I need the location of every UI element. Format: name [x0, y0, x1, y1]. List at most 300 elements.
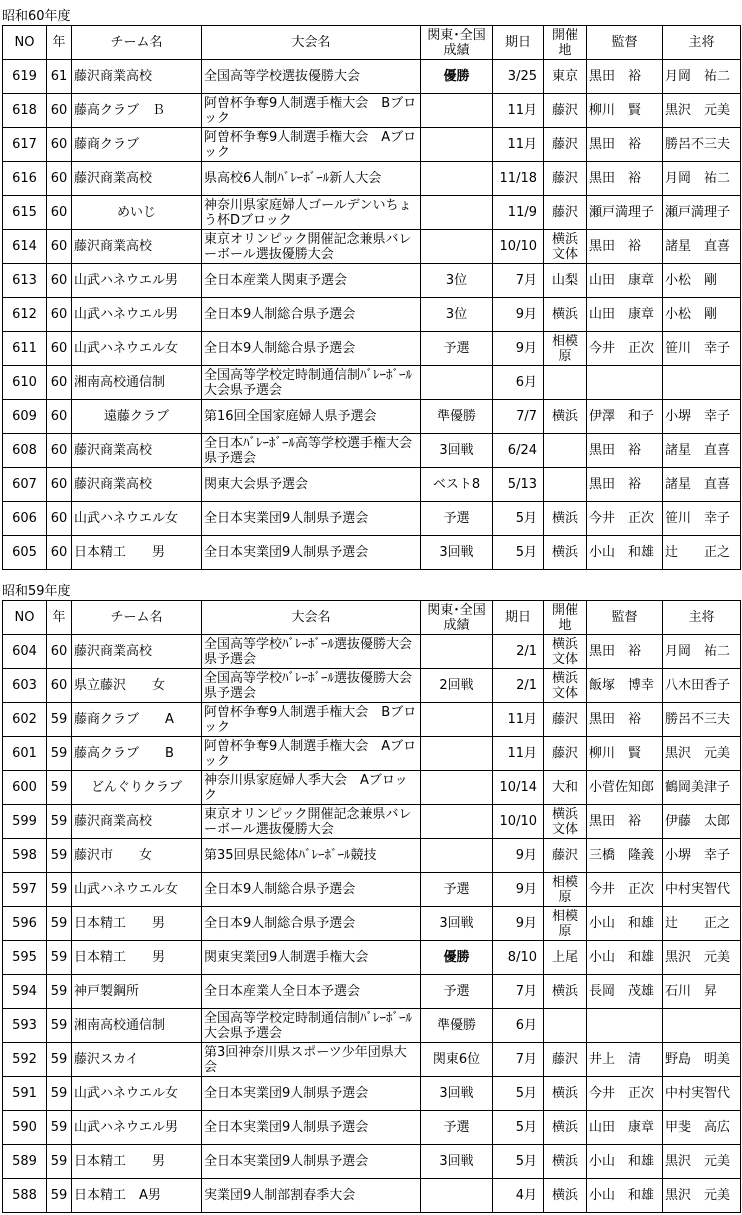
- date-cell: 7/7: [493, 400, 544, 434]
- team-cell: 山武ハネウエル女: [72, 502, 202, 536]
- team-cell: 日本精工 男: [72, 907, 202, 941]
- venue-cell: 横浜: [544, 1111, 587, 1145]
- event-cell: 県高校6人制ﾊﾞﾚｰﾎﾞｰﾙ新人大会: [202, 162, 421, 196]
- captain-cell: 小堺 幸子: [663, 839, 741, 873]
- date-cell: 6月: [493, 1009, 544, 1043]
- date-cell: 11月: [493, 128, 544, 162]
- coach-cell: [587, 1009, 663, 1043]
- year-cell: 59: [47, 805, 72, 839]
- no-cell: 615: [3, 196, 47, 230]
- coach-cell: 瀬戸満理子: [587, 196, 663, 230]
- event-cell: 東京オリンピック開催記念兼県バレーボール選抜優勝大会: [202, 230, 421, 264]
- result-cell: [421, 703, 493, 737]
- event-cell: 実業団9人制部割春季大会: [202, 1179, 421, 1213]
- result-cell: 3位: [421, 298, 493, 332]
- date-cell: 10/10: [493, 230, 544, 264]
- date-cell: 7月: [493, 264, 544, 298]
- coach-cell: [587, 366, 663, 400]
- year-cell: 60: [47, 400, 72, 434]
- event-cell: 全日本9人制総合県予選会: [202, 332, 421, 366]
- event-cell: 全日本実業団9人制県予選会: [202, 1077, 421, 1111]
- venue-cell: 東京: [544, 60, 587, 94]
- venue-cell: [544, 366, 587, 400]
- team-cell: 藤沢商業高校: [72, 805, 202, 839]
- result-cell: 予選: [421, 1111, 493, 1145]
- event-cell: 全国高等学校定時制通信制ﾊﾞﾚｰﾎﾞｰﾙ大会県予選会: [202, 366, 421, 400]
- venue-cell: 藤沢: [544, 162, 587, 196]
- captain-cell: 黒沢 元美: [663, 1145, 741, 1179]
- team-cell: 日本精工 男: [72, 536, 202, 570]
- coach-cell: 三橋 隆義: [587, 839, 663, 873]
- team-cell: 湘南高校通信制: [72, 1009, 202, 1043]
- no-cell: 599: [3, 805, 47, 839]
- date-cell: 2/1: [493, 635, 544, 669]
- date-cell: 10/10: [493, 805, 544, 839]
- year-cell: 60: [47, 162, 72, 196]
- team-cell: 遠藤クラブ: [72, 400, 202, 434]
- venue-cell: 相模原: [544, 332, 587, 366]
- event-cell: 第35回県民総体ﾊﾞﾚｰﾎﾞｰﾙ競技: [202, 839, 421, 873]
- event-cell: 全日本9人制総合県予選会: [202, 298, 421, 332]
- no-cell: 608: [3, 434, 47, 468]
- venue-cell: 上尾: [544, 941, 587, 975]
- venue-cell: [544, 1009, 587, 1043]
- table-row: [3, 502, 741, 536]
- date-cell: 5月: [493, 1145, 544, 1179]
- event-cell: 阿曽杯争奪9人制選手権大会 Aブロック: [202, 737, 421, 771]
- year-cell: 60: [47, 669, 72, 703]
- team-cell: どんぐりクラブ: [72, 771, 202, 805]
- date-cell: 5月: [493, 536, 544, 570]
- header-team: チーム名: [72, 601, 202, 635]
- team-cell: 藤沢商業高校: [72, 60, 202, 94]
- no-cell: 619: [3, 60, 47, 94]
- year-cell: 60: [47, 468, 72, 502]
- date-cell: 9月: [493, 839, 544, 873]
- event-cell: 全日本産業人全日本予選会: [202, 975, 421, 1009]
- no-cell: 609: [3, 400, 47, 434]
- date-cell: 7月: [493, 975, 544, 1009]
- result-cell: [421, 196, 493, 230]
- captain-cell: 諸星 直喜: [663, 468, 741, 502]
- venue-cell: 横浜文体: [544, 635, 587, 669]
- team-cell: 県立藤沢 女: [72, 669, 202, 703]
- table-row: [3, 771, 741, 805]
- team-cell: 山武ハネウエル女: [72, 1077, 202, 1111]
- team-cell: 藤高クラブ B: [72, 737, 202, 771]
- no-cell: 610: [3, 366, 47, 400]
- table-row: [3, 941, 741, 975]
- captain-cell: 瀬戸満理子: [663, 196, 741, 230]
- table-row: [3, 298, 741, 332]
- table-row: [3, 873, 741, 907]
- no-cell: 614: [3, 230, 47, 264]
- date-cell: 9月: [493, 873, 544, 907]
- table-row: [3, 635, 741, 669]
- date-cell: 11/9: [493, 196, 544, 230]
- result-cell: 3回戦: [421, 536, 493, 570]
- team-cell: 藤高クラブ Ｂ: [72, 94, 202, 128]
- coach-cell: 井上 清: [587, 1043, 663, 1077]
- no-cell: 602: [3, 703, 47, 737]
- result-cell: 3回戦: [421, 907, 493, 941]
- event-cell: 全日本9人制総合県予選会: [202, 873, 421, 907]
- table-row: [3, 60, 741, 94]
- captain-cell: 笹川 幸子: [663, 332, 741, 366]
- coach-cell: 山田 康章: [587, 264, 663, 298]
- result-cell: [421, 366, 493, 400]
- captain-cell: [663, 366, 741, 400]
- header-venue: 開催地: [544, 26, 587, 60]
- team-cell: 神戸製鋼所: [72, 975, 202, 1009]
- team-cell: 藤沢商業高校: [72, 635, 202, 669]
- date-cell: 5/13: [493, 468, 544, 502]
- table-row: [3, 1077, 741, 1111]
- header-result: 関東･全国成績: [421, 26, 493, 60]
- event-cell: 全日本ﾊﾞﾚｰﾎﾞｰﾙ高等学校選手権大会県予選会: [202, 434, 421, 468]
- captain-cell: 小堺 幸子: [663, 400, 741, 434]
- venue-cell: 藤沢: [544, 1043, 587, 1077]
- header-captain: 主将: [663, 601, 741, 635]
- team-cell: 山武ハネウエル男: [72, 264, 202, 298]
- captain-cell: 中村実智代: [663, 1077, 741, 1111]
- header-year: 年: [47, 26, 72, 60]
- header-coach: 監督: [587, 601, 663, 635]
- event-cell: 神奈川県家庭婦人季大会 Aブロック: [202, 771, 421, 805]
- captain-cell: 勝呂不三夫: [663, 128, 741, 162]
- event-cell: 関東大会県予選会: [202, 468, 421, 502]
- year-cell: 59: [47, 1111, 72, 1145]
- year-cell: 59: [47, 1179, 72, 1213]
- year-cell: 60: [47, 635, 72, 669]
- no-cell: 598: [3, 839, 47, 873]
- date-cell: 9月: [493, 907, 544, 941]
- venue-cell: 横浜文体: [544, 805, 587, 839]
- year-cell: 60: [47, 366, 72, 400]
- year-cell: 61: [47, 60, 72, 94]
- captain-cell: 甲斐 高広: [663, 1111, 741, 1145]
- team-cell: 藤商クラブ: [72, 128, 202, 162]
- result-cell: 関東6位: [421, 1043, 493, 1077]
- result-cell: 準優勝: [421, 1009, 493, 1043]
- year-cell: 59: [47, 771, 72, 805]
- header-date: 期日: [493, 601, 544, 635]
- coach-cell: 山田 康章: [587, 1111, 663, 1145]
- event-cell: 全国高等学校ﾊﾞﾚｰﾎﾞｰﾙ選抜優勝大会県予選会: [202, 669, 421, 703]
- coach-cell: 今井 正次: [587, 873, 663, 907]
- header-venue: 開催地: [544, 601, 587, 635]
- year-cell: 59: [47, 703, 72, 737]
- date-cell: 4月: [493, 1179, 544, 1213]
- result-cell: 優勝: [421, 60, 493, 94]
- year-cell: 60: [47, 94, 72, 128]
- result-cell: [421, 839, 493, 873]
- table-row: [3, 196, 741, 230]
- coach-cell: 柳川 賢: [587, 94, 663, 128]
- team-cell: 藤沢商業高校: [72, 162, 202, 196]
- header-year: 年: [47, 601, 72, 635]
- team-cell: 藤沢スカイ: [72, 1043, 202, 1077]
- coach-cell: 今井 正次: [587, 1077, 663, 1111]
- event-cell: 全国高等学校定時制通信制ﾊﾞﾚｰﾎﾞｰﾙ大会県予選会: [202, 1009, 421, 1043]
- event-cell: 東京オリンピック開催記念兼県バレーボール選抜優勝大会: [202, 805, 421, 839]
- header-captain: 主将: [663, 26, 741, 60]
- captain-cell: 小松 剛: [663, 298, 741, 332]
- date-cell: 2/1: [493, 669, 544, 703]
- venue-cell: 藤沢: [544, 737, 587, 771]
- table-row: [3, 1145, 741, 1179]
- date-cell: 7月: [493, 1043, 544, 1077]
- table-row: [3, 1111, 741, 1145]
- year-cell: 59: [47, 941, 72, 975]
- table-row: [3, 264, 741, 298]
- coach-cell: 黒田 裕: [587, 162, 663, 196]
- captain-cell: 黒沢 元美: [663, 737, 741, 771]
- event-cell: 全日本実業団9人制県予選会: [202, 536, 421, 570]
- team-cell: 藤沢商業高校: [72, 468, 202, 502]
- year-cell: 60: [47, 196, 72, 230]
- venue-cell: 横浜: [544, 502, 587, 536]
- year-cell: 60: [47, 332, 72, 366]
- year-cell: 59: [47, 1145, 72, 1179]
- table-row: [3, 1043, 741, 1077]
- results-table: [2, 600, 741, 1213]
- venue-cell: 藤沢: [544, 128, 587, 162]
- no-cell: 613: [3, 264, 47, 298]
- coach-cell: 黒田 裕: [587, 60, 663, 94]
- no-cell: 605: [3, 536, 47, 570]
- event-cell: 全日本産業人関東予選会: [202, 264, 421, 298]
- team-cell: 日本精工 男: [72, 1145, 202, 1179]
- result-cell: 3位: [421, 264, 493, 298]
- table-row: [3, 805, 741, 839]
- result-cell: 予選: [421, 502, 493, 536]
- event-cell: 阿曽杯争奪9人制選手権大会 Bブロック: [202, 703, 421, 737]
- date-cell: 8/10: [493, 941, 544, 975]
- date-cell: 6/24: [493, 434, 544, 468]
- event-cell: 阿曽杯争奪9人制選手権大会 Aブロック: [202, 128, 421, 162]
- result-cell: [421, 230, 493, 264]
- year-cell: 59: [47, 1077, 72, 1111]
- coach-cell: 今井 正次: [587, 332, 663, 366]
- year-cell: 60: [47, 502, 72, 536]
- table-row: [3, 907, 741, 941]
- table-row: [3, 703, 741, 737]
- event-cell: 第3回神奈川県スポーツ少年団県大会: [202, 1043, 421, 1077]
- venue-cell: 横浜: [544, 1145, 587, 1179]
- result-cell: [421, 737, 493, 771]
- header-date: 期日: [493, 26, 544, 60]
- table-row: [3, 737, 741, 771]
- no-cell: 606: [3, 502, 47, 536]
- captain-cell: 黒沢 元美: [663, 1179, 741, 1213]
- header-coach: 監督: [587, 26, 663, 60]
- header-event: 大会名: [202, 601, 421, 635]
- result-cell: 予選: [421, 873, 493, 907]
- coach-cell: 長岡 茂雄: [587, 975, 663, 1009]
- date-cell: 3/25: [493, 60, 544, 94]
- date-cell: 5月: [493, 1077, 544, 1111]
- year-cell: 60: [47, 298, 72, 332]
- venue-cell: 横浜: [544, 975, 587, 1009]
- table-header-row: [3, 26, 741, 60]
- venue-cell: 藤沢: [544, 839, 587, 873]
- coach-cell: 黒田 裕: [587, 434, 663, 468]
- no-cell: 591: [3, 1077, 47, 1111]
- captain-cell: 黒沢 元美: [663, 94, 741, 128]
- no-cell: 604: [3, 635, 47, 669]
- result-cell: [421, 128, 493, 162]
- coach-cell: 黒田 裕: [587, 230, 663, 264]
- table-row: [3, 332, 741, 366]
- year-cell: 60: [47, 230, 72, 264]
- team-cell: 日本精工 男: [72, 941, 202, 975]
- result-cell: [421, 162, 493, 196]
- date-cell: 10/14: [493, 771, 544, 805]
- venue-cell: 大和: [544, 771, 587, 805]
- no-cell: 597: [3, 873, 47, 907]
- venue-cell: 横浜: [544, 400, 587, 434]
- table-row: [3, 536, 741, 570]
- result-cell: 3回戦: [421, 434, 493, 468]
- no-cell: 612: [3, 298, 47, 332]
- no-cell: 616: [3, 162, 47, 196]
- date-cell: 5月: [493, 502, 544, 536]
- date-cell: 6月: [493, 366, 544, 400]
- no-cell: 607: [3, 468, 47, 502]
- coach-cell: 小山 和雄: [587, 536, 663, 570]
- header-event: 大会名: [202, 26, 421, 60]
- no-cell: 593: [3, 1009, 47, 1043]
- event-cell: 第16回全国家庭婦人県予選会: [202, 400, 421, 434]
- year-cell: 59: [47, 737, 72, 771]
- result-cell: 3回戦: [421, 1145, 493, 1179]
- captain-cell: 八木田香子: [663, 669, 741, 703]
- team-cell: 山武ハネウエル女: [72, 332, 202, 366]
- header-no: NO: [3, 601, 47, 635]
- header-no: NO: [3, 26, 47, 60]
- header-team: チーム名: [72, 26, 202, 60]
- table-row: [3, 162, 741, 196]
- event-cell: 全日本9人制総合県予選会: [202, 907, 421, 941]
- venue-cell: 横浜文体: [544, 669, 587, 703]
- table-row: [3, 468, 741, 502]
- venue-cell: 相模原: [544, 907, 587, 941]
- table-row: [3, 669, 741, 703]
- captain-cell: 月岡 祐二: [663, 162, 741, 196]
- no-cell: 595: [3, 941, 47, 975]
- captain-cell: 辻 正之: [663, 536, 741, 570]
- coach-cell: 黒田 裕: [587, 128, 663, 162]
- result-cell: 予選: [421, 975, 493, 1009]
- table-row: [3, 128, 741, 162]
- date-cell: 11月: [493, 737, 544, 771]
- team-cell: 藤沢商業高校: [72, 230, 202, 264]
- result-cell: 準優勝: [421, 400, 493, 434]
- coach-cell: 黒田 裕: [587, 805, 663, 839]
- captain-cell: 笹川 幸子: [663, 502, 741, 536]
- event-cell: 阿曽杯争奪9人制選手権大会 Bブロック: [202, 94, 421, 128]
- venue-cell: 横浜文体: [544, 230, 587, 264]
- venue-cell: 藤沢: [544, 703, 587, 737]
- captain-cell: 月岡 祐二: [663, 60, 741, 94]
- event-cell: 全日本実業団9人制県予選会: [202, 1145, 421, 1179]
- no-cell: 603: [3, 669, 47, 703]
- result-cell: 3回戦: [421, 1077, 493, 1111]
- captain-cell: 月岡 祐二: [663, 635, 741, 669]
- table-row: [3, 94, 741, 128]
- result-cell: 優勝: [421, 941, 493, 975]
- year-cell: 59: [47, 873, 72, 907]
- result-cell: [421, 1179, 493, 1213]
- venue-cell: 横浜: [544, 298, 587, 332]
- event-cell: 全日本実業団9人制県予選会: [202, 502, 421, 536]
- no-cell: 617: [3, 128, 47, 162]
- year-cell: 60: [47, 536, 72, 570]
- coach-cell: 小山 和雄: [587, 941, 663, 975]
- result-cell: [421, 771, 493, 805]
- venue-cell: 相模原: [544, 873, 587, 907]
- team-cell: 山武ハネウエル男: [72, 298, 202, 332]
- team-cell: 藤沢市 女: [72, 839, 202, 873]
- captain-cell: 辻 正之: [663, 907, 741, 941]
- coach-cell: 今井 正次: [587, 502, 663, 536]
- date-cell: 9月: [493, 298, 544, 332]
- table-row: [3, 975, 741, 1009]
- table-row: [3, 366, 741, 400]
- captain-cell: 小松 剛: [663, 264, 741, 298]
- result-cell: 予選: [421, 332, 493, 366]
- date-cell: 11月: [493, 94, 544, 128]
- no-cell: 618: [3, 94, 47, 128]
- event-cell: 全国高等学校ﾊﾞﾚｰﾎﾞｰﾙ選抜優勝大会県予選会: [202, 635, 421, 669]
- no-cell: 592: [3, 1043, 47, 1077]
- year-cell: 59: [47, 975, 72, 1009]
- date-cell: 9月: [493, 332, 544, 366]
- captain-cell: 野島 明美: [663, 1043, 741, 1077]
- captain-cell: 諸星 直喜: [663, 230, 741, 264]
- year-cell: 59: [47, 907, 72, 941]
- captain-cell: 黒沢 元美: [663, 941, 741, 975]
- captain-cell: 諸星 直喜: [663, 434, 741, 468]
- captain-cell: [663, 1009, 741, 1043]
- coach-cell: 山田 康章: [587, 298, 663, 332]
- venue-cell: 山梨: [544, 264, 587, 298]
- section-title: 昭和60年度: [2, 9, 71, 24]
- year-cell: 60: [47, 264, 72, 298]
- results-table: [2, 25, 741, 570]
- no-cell: 594: [3, 975, 47, 1009]
- team-cell: 藤沢商業高校: [72, 434, 202, 468]
- year-cell: 59: [47, 1043, 72, 1077]
- table-row: [3, 1009, 741, 1043]
- event-cell: 全日本実業団9人制県予選会: [202, 1111, 421, 1145]
- table-row: [3, 400, 741, 434]
- venue-cell: 横浜: [544, 536, 587, 570]
- venue-cell: 横浜: [544, 1179, 587, 1213]
- date-cell: 11月: [493, 703, 544, 737]
- captain-cell: 伊藤 太郎: [663, 805, 741, 839]
- captain-cell: 鶴岡美津子: [663, 771, 741, 805]
- table-row: [3, 1179, 741, 1213]
- coach-cell: 小山 和雄: [587, 1145, 663, 1179]
- year-cell: 59: [47, 1009, 72, 1043]
- event-cell: 神奈川県家庭婦人ゴールデンいちょう杯Dブロック: [202, 196, 421, 230]
- team-cell: めいじ: [72, 196, 202, 230]
- coach-cell: 黒田 裕: [587, 468, 663, 502]
- team-cell: 湘南高校通信制: [72, 366, 202, 400]
- table-row: [3, 839, 741, 873]
